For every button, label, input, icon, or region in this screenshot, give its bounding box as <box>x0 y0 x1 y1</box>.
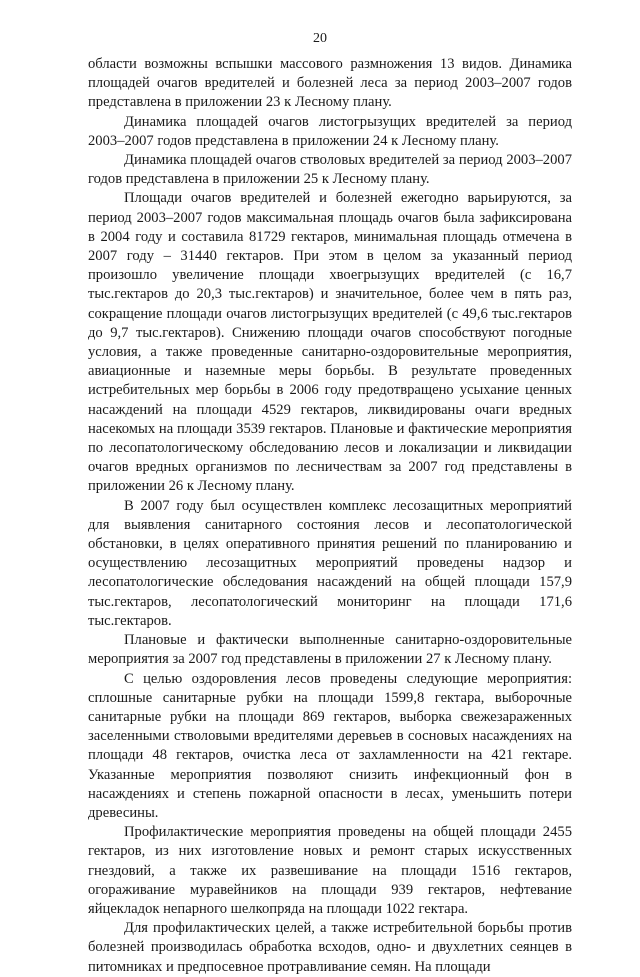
paragraph: области возможны вспышки массового размножения 13 видов. Динамика площадей очагов вредителей и болезней леса за период 2003–2007 годов представлена в приложении 23 к Лесному плану. <box>88 56 572 111</box>
paragraph: Профилактические мероприятия проведены на общей площади 2455 гектаров, из них изготовление новых и ремонт старых искусственных гнездовий, а также их развешивание на площади 1516 гектаров, огораживание муравейников на площади 939 гектаров, нефтевание яйцекладок непарного шелкопряда на площади 1022 гектара. <box>88 824 572 917</box>
paragraph: С целью оздоровления лесов проведены следующие мероприятия: сплошные санитарные рубки на площади 1599,8 гектара, выборочные санитарные рубки на площади 869 гектаров, выборка свежезараженных заселенными стволовыми вредителями деревьев в сосновых насаждениях на площади 48 гектаров, очистка леса от захламленности на 421 гектаре. Указанные мероприятия позволяют снизить инфекционный фон в насаждениях и степень пожарной опасности в лесах, уменьшить потери древесины. <box>88 670 572 821</box>
paragraph: Динамика площадей очагов стволовых вредителей за период 2003–2007 годов представлена в приложении 25 к Лесному плану. <box>88 152 572 188</box>
paragraph: Плановые и фактически выполненные санитарно-оздоровительные мероприятия за 2007 год представлены в приложении 27 к Лесному плану. <box>88 632 572 668</box>
page-number: 20 <box>313 31 327 46</box>
paragraph: Площади очагов вредителей и болезней ежегодно варьируются, за период 2003–2007 годов максимальная площадь очагов была зафиксирована в 2004 году и составила 81729 гектаров, минимальная площадь отмечена в 2007 году – 31440 гектаров. При этом в целом за указанный период произошло увеличение площади хвоегрызущих вредителей (с 16,7 тыс.гектаров до 20,3 тыс.гектаров) и значительное, более чем в пять раз, сокращение площади очагов листогрызущих вредителей (с 49,6 тыс.гектаров до 9,7 тыс.гектаров). Снижению площади очагов способствуют погодные условия, а также проведенные санитарно-оздоровительные мероприятия, авиационные и наземные меры борьбы. В результате проведенных истребительных мер борьбы в 2006 году предотвращено усыхание ценных насаждений на площади 4529 гектаров, ликвидированы очаги вредных насекомых на площади 3539 гектаров. Плановые и фактические мероприятия по лесопатологическому обследованию лесов и локализации и ликвидации очагов вредных организмов по лесничествам за 2007 год представлены в приложении 26 к Лесному плану. <box>88 190 572 495</box>
paragraph: Для профилактических целей, а также истребительной борьбы против болезней производилась обработка всходов, одно- и двухлетних сеянцев в питомниках и предпосевное протравливание семян. На площади <box>88 920 572 975</box>
paragraph: Динамика площадей очагов листогрызущих вредителей за период 2003–2007 годов представлена в приложении 24 к Лесному плану. <box>88 113 572 149</box>
body-text <box>88 55 572 977</box>
paragraph: В 2007 году был осуществлен комплекс лесозащитных мероприятий для выявления санитарного состояния лесов и лесопатологической обстановки, в целях оперативного принятия решений по планированию и осуществлению лесозащитных мероприятий проведены надзор и лесопатологические обследования насаждений на общей площади 157,9 тыс.гектаров, лесопатологический мониторинг на площади 171,6 тыс.гектаров. <box>88 497 572 629</box>
